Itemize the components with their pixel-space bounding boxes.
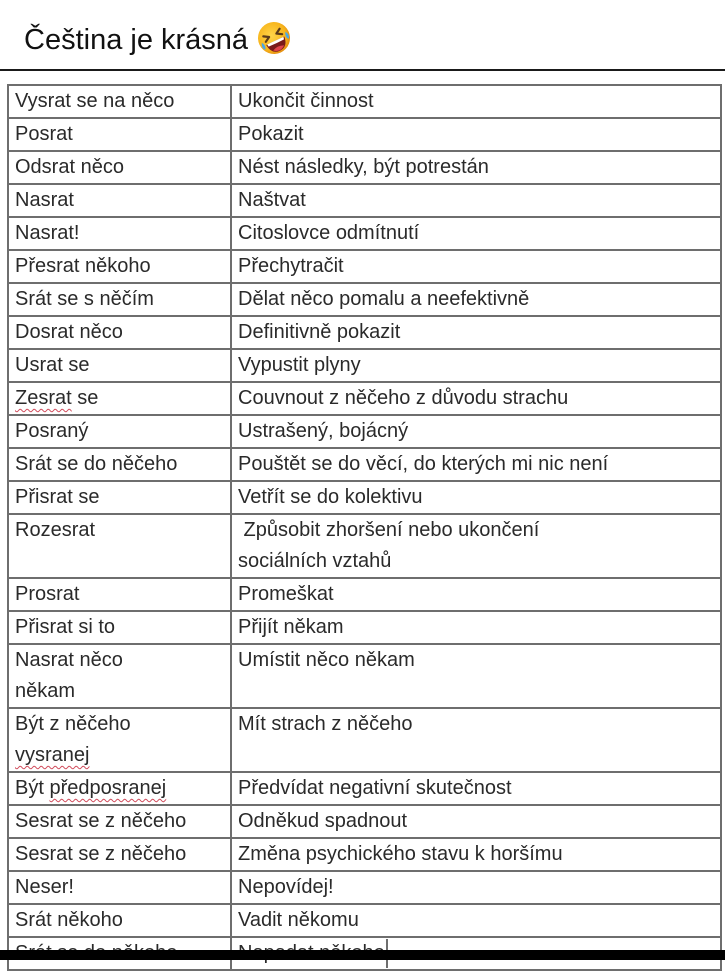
term-cell: Dosrat něco <box>8 316 231 349</box>
meaning-cell: Přechytračit <box>231 250 721 283</box>
rolling-laughing-emoji-icon <box>256 20 292 56</box>
meaning-cell: Odněkud spadnout <box>231 805 721 838</box>
meaning-cell <box>231 514 721 578</box>
term-cell: Srát se do něčeho <box>8 448 231 481</box>
table-row <box>8 184 721 217</box>
spellcheck-flagged-word: předposranej <box>49 777 167 799</box>
meaning-cell: Pouštět se do věcí, do kterých mi nic není <box>231 448 721 481</box>
term-cell: Srát se s něčím <box>8 283 231 316</box>
term-cell: Nasrat! <box>8 217 231 250</box>
term-line: někam <box>15 680 76 702</box>
table-row <box>8 118 721 151</box>
meaning-cell: Dělat něco pomalu a neefektivně <box>231 283 721 316</box>
meaning-cell: Předvídat negativní skutečnost <box>231 772 721 805</box>
meaning-cell: Couvnout z něčeho z důvodu strachu <box>231 382 721 415</box>
page-title <box>24 20 292 60</box>
table-row <box>8 349 721 382</box>
meaning-cell: Pokazit <box>231 118 721 151</box>
table-row <box>8 611 721 644</box>
table-row <box>8 578 721 611</box>
meaning-cell: Vypustit plyny <box>231 349 721 382</box>
vocabulary-table <box>7 84 722 971</box>
term-cell <box>8 382 231 415</box>
table-row <box>8 481 721 514</box>
term-cell: Usrat se <box>8 349 231 382</box>
meaning-cell: Přijít někam <box>231 611 721 644</box>
table-row <box>8 805 721 838</box>
term-cell <box>8 708 231 772</box>
meaning-cell: Změna psychického stavu k horšímu <box>231 838 721 871</box>
spellcheck-flagged-word: Zesrat <box>15 387 72 409</box>
term-cell: Přesrat někoho <box>8 250 231 283</box>
table-row <box>8 382 721 415</box>
table-row <box>8 772 721 805</box>
term-cell: Posrat <box>8 118 231 151</box>
term-cell: Sesrat se z něčeho <box>8 838 231 871</box>
meaning-cell: Citoslovce odmítnutí <box>231 217 721 250</box>
table-row <box>8 708 721 772</box>
term-cell: Sesrat se z něčeho <box>8 805 231 838</box>
term-cell: Srát někoho <box>8 904 231 937</box>
table-row <box>8 644 721 708</box>
table-row <box>8 514 721 578</box>
meaning-cell: Nést následky, být potrestán <box>231 151 721 184</box>
term-cell: Vysrat se na něco <box>8 85 231 118</box>
header-divider <box>0 69 725 71</box>
meaning-cell: Definitivně pokazit <box>231 316 721 349</box>
table-row <box>8 283 721 316</box>
post-header <box>0 0 725 70</box>
table-row <box>8 151 721 184</box>
meaning-cell: Nepovídej! <box>231 871 721 904</box>
table-row <box>8 904 721 937</box>
meaning-cell: Vadit někomu <box>231 904 721 937</box>
term-line <box>15 740 224 771</box>
spellcheck-flagged-word: vysranej <box>15 744 90 766</box>
term-line: Být z něčeho <box>15 713 131 735</box>
term-text: Být <box>15 777 50 799</box>
term-text: se <box>71 387 99 409</box>
term-cell <box>8 644 231 708</box>
meaning-cell: Promeškat <box>231 578 721 611</box>
table-row <box>8 316 721 349</box>
meaning-cell: Naštvat <box>231 184 721 217</box>
table-row <box>8 85 721 118</box>
term-cell: Neser! <box>8 871 231 904</box>
term-line: Nasrat něco <box>15 649 123 671</box>
table-row <box>8 871 721 904</box>
table-row <box>8 415 721 448</box>
meaning-cell: Mít strach z něčeho <box>231 708 721 772</box>
term-cell: Přisrat se <box>8 481 231 514</box>
term-cell: Odsrat něco <box>8 151 231 184</box>
meaning-line: Způsobit zhoršení nebo ukončení <box>238 519 540 541</box>
table-row <box>8 217 721 250</box>
term-cell: Posraný <box>8 415 231 448</box>
term-cell: Rozesrat <box>8 514 231 578</box>
meaning-cell: Vetřít se do kolektivu <box>231 481 721 514</box>
term-cell: Nasrat <box>8 184 231 217</box>
bottom-black-bar <box>0 950 725 960</box>
meaning-cell: Ustrašený, bojácný <box>231 415 721 448</box>
table-row <box>8 448 721 481</box>
meaning-line: sociálních vztahů <box>238 550 392 572</box>
term-cell: Přisrat si to <box>8 611 231 644</box>
term-cell <box>8 772 231 805</box>
meaning-cell: Umístit něco někam <box>231 644 721 708</box>
term-cell: Prosrat <box>8 578 231 611</box>
vocabulary-table-container <box>7 84 722 971</box>
table-row <box>8 838 721 871</box>
title-text: Čeština je krásná <box>24 24 249 56</box>
table-row <box>8 250 721 283</box>
meaning-cell: Ukončit činnost <box>231 85 721 118</box>
